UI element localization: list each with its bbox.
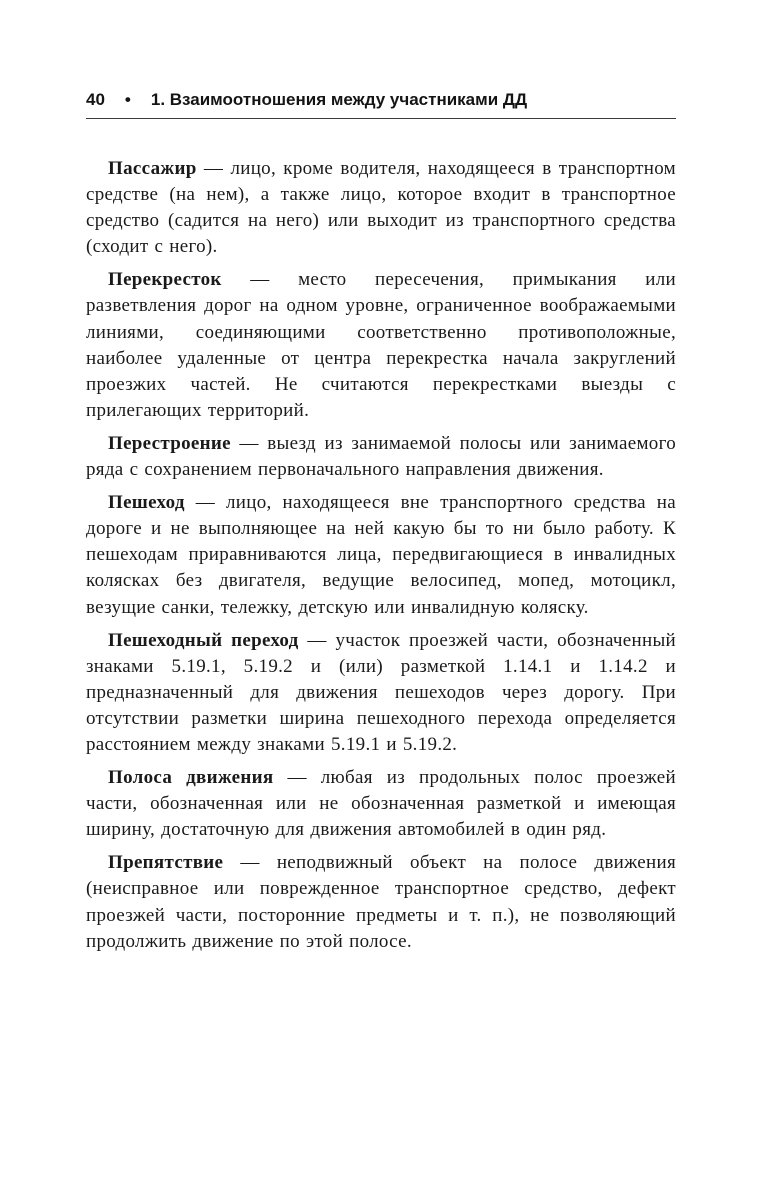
definition-term: Перекресток: [108, 269, 222, 291]
definition-term: Препятствие: [108, 852, 224, 874]
definition-term: Полоса движения: [108, 767, 274, 789]
definition-text: — любая из продольных полос проезжей части, обозначенная или не обозначенная разметкой и имеющая ширину, достаточную для движения автомобилей в один ряд.: [86, 767, 677, 841]
definition-text: — место пересечения, примыкания или разветвления дорог на одном уровне, ограниченное воображаемыми линиями, соединяющими соответственно противоположные, наиболее удаленные от центра перекрестка начала закруглений проезжих частей. Не считаются перекрестками выезды с прилегающих территорий.: [86, 269, 676, 421]
definition-entry: [86, 850, 676, 954]
definition-entry: [86, 431, 676, 483]
definition-entry: [86, 628, 676, 758]
definition-text: — неподвижный объект на полосе движения (неисправное или поврежденное транспортное средство, дефект проезжей части, посторонние предметы и т. п.), не позволяющий продолжить движение по этой полосе.: [86, 852, 676, 952]
definition-term: Пешеход: [108, 492, 185, 514]
definition-entry: [86, 490, 676, 620]
definition-text: — лицо, кроме водителя, находящееся в транспортном средстве (на нем), а также лицо, которое входит в транспортное средство (садится на него) или выходит из транспортного средства (сходит с него).: [86, 158, 676, 258]
page-number: 40: [86, 90, 105, 109]
definition-entry: [86, 156, 676, 260]
definition-term: Перестроение: [108, 432, 231, 454]
running-header: [86, 88, 676, 119]
definition-entry: [86, 765, 676, 843]
definitions-list: [86, 156, 676, 955]
definition-text: — выезд из занимаемой полосы или занимаемого ряда с сохранением первоначального направления движения.: [86, 432, 676, 481]
chapter-title: 1. Взаимоотношения между участниками ДД: [150, 90, 528, 109]
definition-term: Пассажир: [108, 158, 197, 179]
header-bullet: •: [124, 90, 131, 109]
definition-entry: [86, 267, 676, 424]
definition-term: Пешеходный переход: [108, 629, 299, 651]
definition-text: — лицо, находящееся вне транспортного средства на дороге и не выполняющее на ней какую бы то ни было работу. К пешеходам приравниваются лица, передвигающиеся в инвалидных колясках без двигателя, ведущие велосипед, мопед, мотоцикл, везущие санки, тележку, детскую или инвалидную коляску.: [86, 492, 676, 618]
definition-text: — участок проезжей части, обозначенный знаками 5.19.1, 5.19.2 и (или) разметкой 1.14.1 и 1.14.2 и предназначенный для движения пешеходов через дорогу. При отсутствии разметки ширина пешеходного перехода определяется расстоянием между знаками 5.19.1 и 5.19.2.: [86, 629, 676, 755]
book-page: [86, 88, 676, 962]
